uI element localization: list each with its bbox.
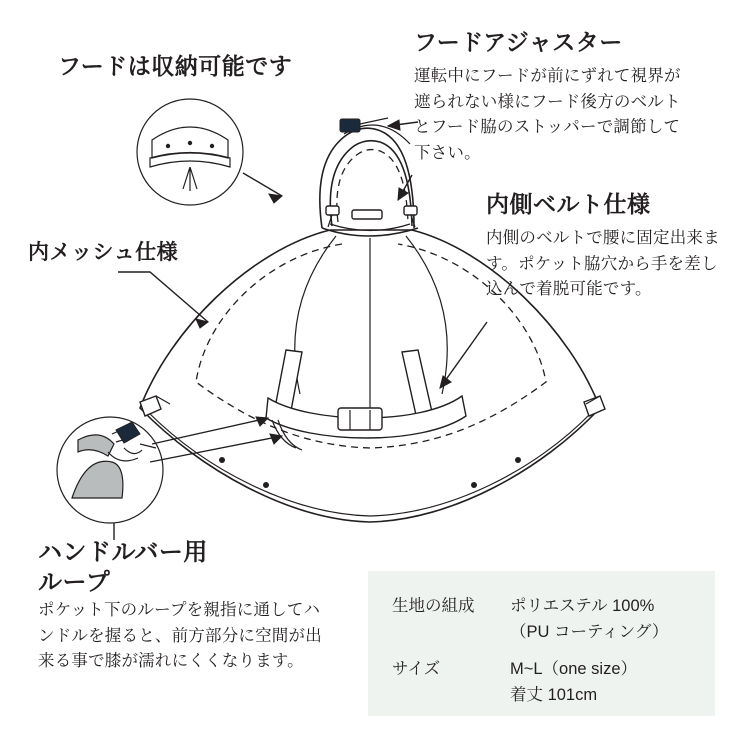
spec-row xyxy=(392,656,693,709)
leader-lines xyxy=(114,120,487,540)
detail-circle-hood-storable xyxy=(137,99,243,205)
spec-panel xyxy=(368,571,715,716)
callout-heading-hood-storable: フードは収納可能です xyxy=(58,53,293,79)
callout-heading-inner-mesh: 内メッシュ仕様 xyxy=(28,241,179,264)
callout-heading-handle-loop-line1: ハンドルバー用 xyxy=(38,539,208,566)
spec-label: 生地の組成 xyxy=(392,597,475,615)
spec-row xyxy=(392,593,693,646)
callout-heading-hood-adjuster: フードアジャスター xyxy=(414,29,623,55)
callout-body-inner-belt: 内側のベルトで腰に固定出来ます。ポケット脇穴から手を差し込んで着脱可能です。 xyxy=(486,229,720,299)
spec-value-line: M~L（one size） xyxy=(510,659,638,678)
spec-value-line: ポリエステル 100% xyxy=(510,597,655,615)
spec-value xyxy=(510,656,693,709)
detail-circle-handle-loop xyxy=(57,417,163,523)
callout-heading-inner-belt: 内側ベルト仕様 xyxy=(486,191,651,217)
callout-heading-handle-loop-line2: ループ xyxy=(38,569,111,596)
spec-value xyxy=(510,593,693,646)
hood xyxy=(320,118,418,236)
callout-body-handle-loop: ポケット下のループを親指に通してハンドルを握ると、前方部分に空間が出来る事で膝が濡れにくくなります。 xyxy=(38,601,322,671)
spec-value-line: 着丈 101cm xyxy=(510,686,598,705)
spec-label: サイズ xyxy=(392,659,441,678)
spec-value-line: （PU コーティング） xyxy=(510,623,669,642)
callout-body-hood-adjuster: 運転中にフードが前にずれて視界が遮られない様にフード後方のベルトとフード脇のストッパーで調節して下さい。 xyxy=(414,67,681,162)
